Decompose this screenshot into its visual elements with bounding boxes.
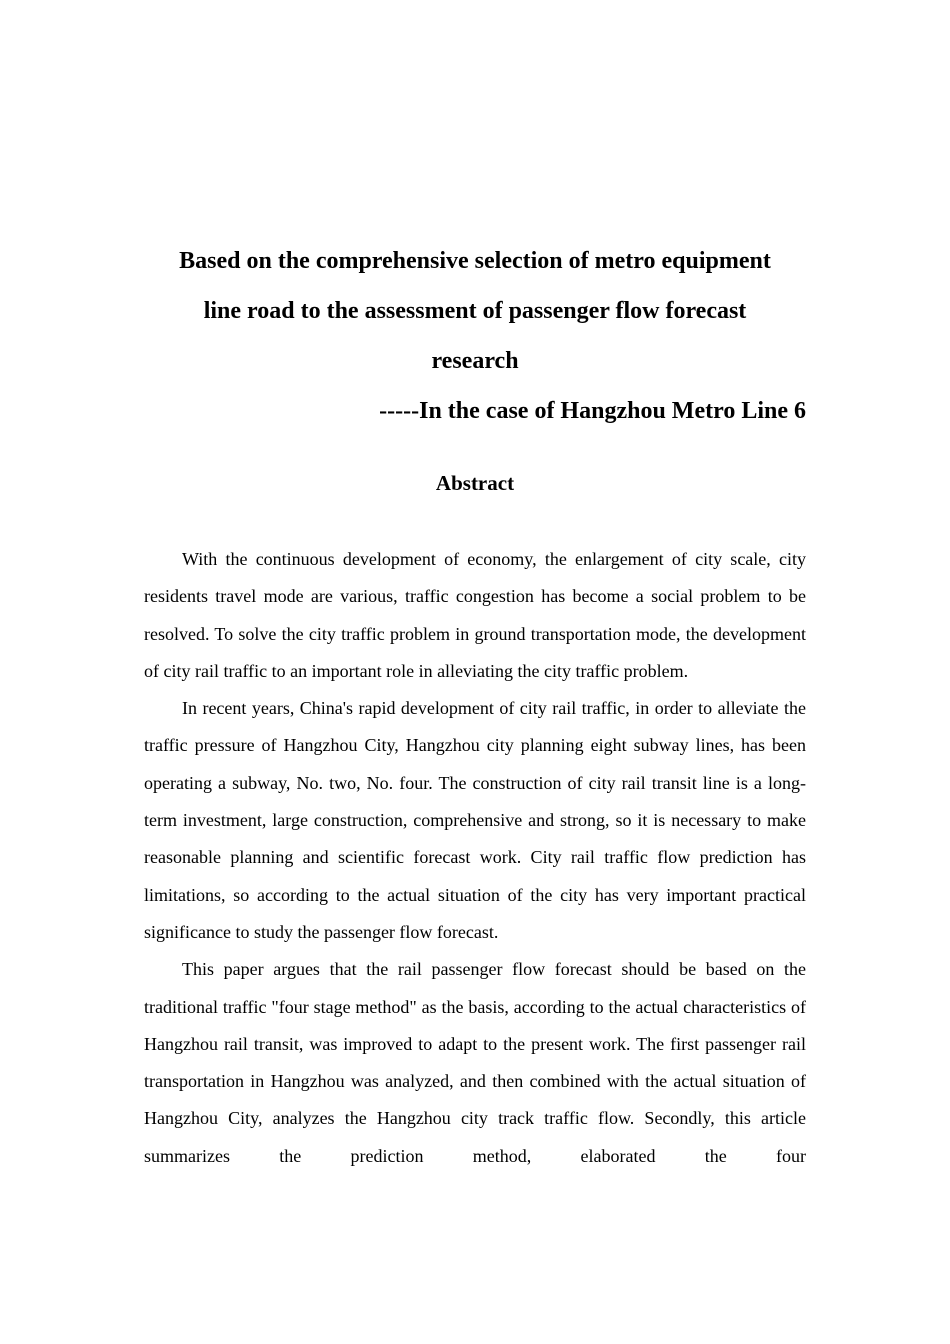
abstract-paragraph-3: This paper argues that the rail passenger flow forecast should be based on the traditional traffic "four stage method" as the basis, according to the actual characteristics of Hangzhou rail transit, was improved to adapt to the present work. The first passenger rail transportation in Hangzhou was analyzed, and then combined with the actual situation of Hangzhou City, analyzes the Hangzhou city track traffic flow. Secondly, this article summarizes the prediction method, elaborated the four xyxy=(144,959,806,1166)
abstract-heading: Abstract xyxy=(435,471,515,495)
abstract-paragraph-1: With the continuous development of economy, the enlargement of city scale, city residents travel mode are various, traffic congestion has become a social problem to be resolved. To solve the city traffic problem in ground transportation mode, the development of city rail traffic to an important role in alleviating the city traffic problem. xyxy=(144,549,806,681)
paper-title xyxy=(144,236,806,436)
title-line-1: Based on the comprehensive selection of metro equipment xyxy=(179,248,771,274)
abstract-paragraph-2: In recent years, China's rapid development of city rail traffic, in order to alleviate the traffic pressure of Hangzhou City, Hangzhou city planning eight subway lines, has been operating a subway, No. two, No. four. The construction of city rail transit line is a long-term investment, large construction, comprehensive and strong, so it is necessary to make reasonable planning and scientific forecast work. City rail traffic flow prediction has limitations, so according to the actual situation of the city has very important practical significance to study the passenger flow forecast. xyxy=(144,698,806,942)
paper-subtitle: -----In the case of Hangzhou Metro Line 6 xyxy=(379,398,806,424)
title-line-3: research xyxy=(431,348,519,374)
abstract-body xyxy=(144,541,806,1175)
title-line-2: line road to the assessment of passenger flow forecast xyxy=(203,298,747,324)
